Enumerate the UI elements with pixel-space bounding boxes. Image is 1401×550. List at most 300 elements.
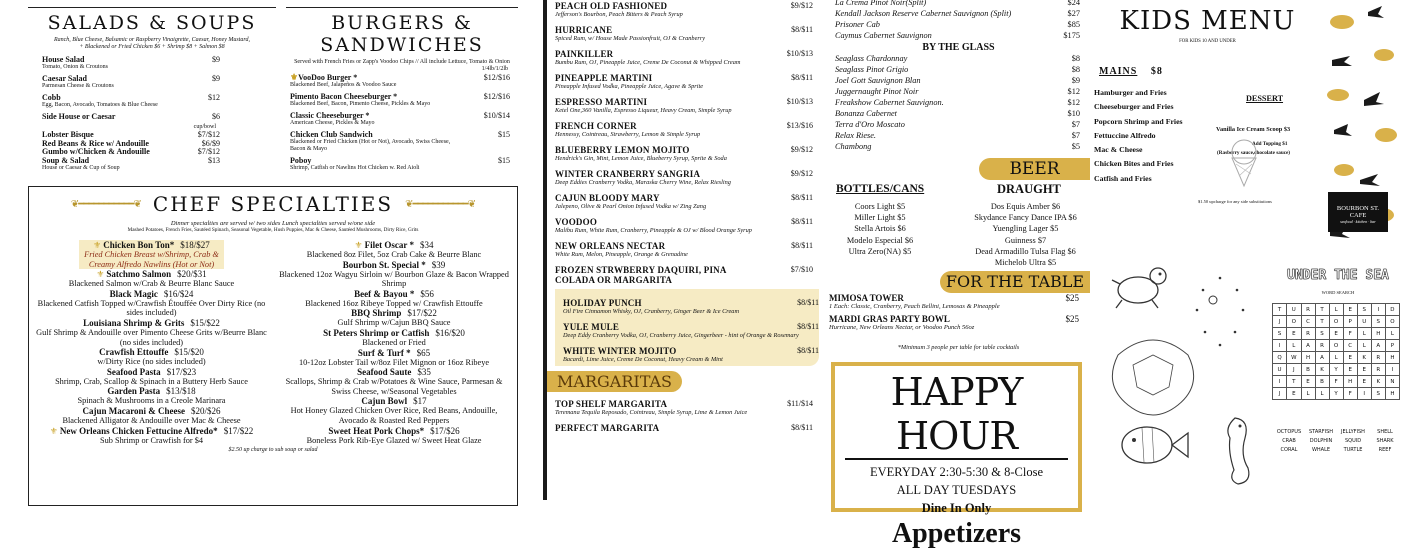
grid-cell: E xyxy=(1357,376,1371,388)
wine-item xyxy=(835,19,1080,30)
search-word: CORAL xyxy=(1280,447,1298,453)
chef-item-head xyxy=(274,240,514,250)
salad-desc: Tomato, Onion & Croutons xyxy=(42,64,108,70)
chef-item-head xyxy=(29,347,274,357)
chef-title: CHEF SPECIALTIES xyxy=(152,192,394,216)
drink-price: $11/$14 xyxy=(787,399,813,408)
salad-item xyxy=(42,55,260,71)
burger-name: Classic Cheeseburger * xyxy=(290,111,370,120)
grid-cell: L xyxy=(1329,352,1343,364)
chef-title-row xyxy=(29,192,517,216)
burger-name: Poboy xyxy=(290,156,312,165)
chef-item-head xyxy=(274,289,514,299)
drink-price: $7/$10 xyxy=(790,265,813,274)
burger-price: $15 xyxy=(498,130,510,139)
burger-item-text xyxy=(290,73,396,89)
chef-item-name: BBQ Shrimp xyxy=(351,308,402,319)
grid-cell: P xyxy=(1385,340,1399,352)
drink-name: PERFECT MARGARITA xyxy=(555,423,660,433)
food-menu-panel xyxy=(0,0,543,500)
wine-price: $7 xyxy=(1071,120,1080,129)
kids-panel xyxy=(1090,0,1400,500)
fleur-de-lis-icon: ⚜ xyxy=(49,425,58,436)
kids-menu-title: KIDS MENU xyxy=(1119,6,1296,36)
drink-row xyxy=(555,265,813,285)
drink-desc: Ketel One,360 Vanilla, Espresso Liqueur, Heavy Cream, Simple Syrup xyxy=(555,107,732,114)
drink-name: BLUEBERRY LEMON MOJITO xyxy=(555,145,690,155)
burger-price: $10/$14 xyxy=(483,111,510,120)
chef-item-name: Chicken Bon Ton* xyxy=(103,240,175,250)
chef-item-price: $20/$26 xyxy=(191,405,221,416)
grid-cell: L xyxy=(1301,388,1315,400)
grid-cell: Q xyxy=(1273,352,1287,364)
burger-price: $12/$16 xyxy=(483,73,510,82)
salad-name: Cobb xyxy=(42,93,61,102)
burger-item xyxy=(290,92,510,108)
table-item-name: MARDI GRAS PARTY BOWL xyxy=(829,314,950,324)
burgers-intro: Served with French Fries or Zapp's Voodoo Chips // All include Lettuce, Tomato & Onion xyxy=(294,59,510,65)
salad-name: Side House or Caesar xyxy=(42,112,116,121)
fleur-de-lis-icon: ⚜ xyxy=(93,240,102,250)
happy-hour-title: HAPPY HOUR xyxy=(890,370,1023,458)
chef-item-desc: Blackened 8oz Filet, 5oz Crab Cake & Beurre Blanc xyxy=(306,250,482,259)
grid-cell: F xyxy=(1343,328,1357,340)
wine-item xyxy=(835,97,1080,108)
wine-price: $175 xyxy=(1063,31,1080,40)
drink-desc: Pineapple Infused Vodka, Pineapple Juice, Agave & Sprite xyxy=(555,83,703,90)
beer-draught-item: Michelob Ultra $5 xyxy=(994,258,1057,268)
drink-item xyxy=(555,169,813,186)
table-row xyxy=(829,293,1079,303)
grid-cell: R xyxy=(1301,328,1315,340)
drink-desc: Bacardi, Lime Juice, Creme De Coconut, Heavy Cream & Mint xyxy=(563,356,723,363)
drink-name: WINTER CRANBERRY SANGRIA xyxy=(555,169,701,179)
chef-item-head xyxy=(79,240,224,250)
margaritas-tag: MARGARITAS xyxy=(547,371,682,392)
chef-item-desc: Blackened Salmon w/Crab & Beurre Blanc Sauce xyxy=(68,279,235,289)
wine-price: $27 xyxy=(1067,9,1080,18)
word-search-grid xyxy=(1272,303,1400,400)
grid-cell: W xyxy=(1287,352,1301,364)
grid-cell: E xyxy=(1343,364,1357,376)
drink-item xyxy=(563,298,819,315)
drink-row xyxy=(555,121,813,131)
chef-item-name: Cajun Macaroni & Cheese xyxy=(82,405,186,416)
left-flourish-icon: ❦━━━━━━━━━━━❦ xyxy=(70,198,141,210)
grid-cell: S xyxy=(1371,388,1385,400)
drink-item xyxy=(555,25,813,42)
drink-name: PEACH OLD FASHIONED xyxy=(555,1,668,11)
drink-price: $8/$11 xyxy=(797,346,819,355)
grid-cell: L xyxy=(1385,328,1399,340)
word-search-label: WORD SEARCH xyxy=(1321,290,1355,295)
wine-item xyxy=(835,130,1080,141)
grid-cell: I xyxy=(1385,364,1399,376)
salad-price: $9 xyxy=(212,55,220,64)
beer-draught-list xyxy=(963,201,1088,268)
chef-item-price: $35 xyxy=(417,367,431,378)
drink-price: $8/$11 xyxy=(797,322,819,331)
grid-cell: L xyxy=(1329,304,1343,316)
burger-name-row xyxy=(290,92,430,101)
grid-cell: J xyxy=(1273,388,1287,400)
chef-item-name: Filet Oscar * xyxy=(364,240,414,250)
grid-cell: O xyxy=(1329,340,1343,352)
chef-item-head xyxy=(29,318,274,328)
chef-item-desc: w/Dirty Rice (no sides included) xyxy=(97,357,206,367)
drink-item xyxy=(555,217,813,234)
grid-row xyxy=(1273,316,1400,328)
table-item-desc: Hurricane, New Orleans Nectar, or Voodoo Punch 56oz xyxy=(829,324,975,331)
drink-desc: Bumbu Rum, OJ, Pineapple Juice, Creme De Coconut & Whipped Cream xyxy=(555,59,741,66)
wine-item xyxy=(835,0,1080,8)
wine-item xyxy=(835,119,1080,130)
search-word: STARFISH xyxy=(1308,429,1334,435)
grid-cell: I xyxy=(1371,304,1385,316)
burgers-section xyxy=(286,0,518,180)
wine-price: $12 xyxy=(1067,87,1080,96)
drink-price: $13/$16 xyxy=(786,121,813,130)
fleur-de-lis-icon: ⚜ xyxy=(354,240,363,250)
beer-draught-item: Skydance Fancy Dance IPA $6 xyxy=(974,213,1077,223)
drink-row xyxy=(555,73,813,83)
chef-item-price: $17/$22 xyxy=(223,425,254,436)
chef-item-price: $18/$27 xyxy=(180,240,210,250)
chef-item-price: $15/$20 xyxy=(174,347,204,358)
salad-item-text xyxy=(42,93,158,109)
beer-bottle-item: Modelo Especial $6 xyxy=(846,235,914,245)
kids-main-item: Chicken Bites and Fries xyxy=(1094,159,1174,169)
chef-item-desc: Gulf Shrimp w/Cajun BBQ Sauce xyxy=(337,318,451,328)
chef-item-price: $17/$22 xyxy=(407,308,437,319)
wine-price: $5 xyxy=(1071,142,1080,151)
chef-item-price: $17 xyxy=(413,396,427,407)
grid-cell: H xyxy=(1385,352,1399,364)
happy-line-1: EVERYDAY 2:30-5:30 & 8-Close xyxy=(869,465,1044,479)
drink-row xyxy=(555,423,813,433)
chef-item-price: $34 xyxy=(419,240,434,250)
chef-item-name: Crawfish Ettouffe xyxy=(99,347,169,358)
chef-item-head xyxy=(29,406,274,416)
grid-cell: R xyxy=(1371,364,1385,376)
cocktail-list xyxy=(555,1,813,285)
chef-item-desc: Shrimp, Crab, Scallop & Spinach in a Buttery Herb Sauce xyxy=(55,376,248,386)
grid-cell: R xyxy=(1371,352,1385,364)
drink-item xyxy=(555,193,813,210)
dessert-item: Vanilla Ice Cream Scoop $3 xyxy=(1216,126,1291,133)
chef-item-price: $16/$20 xyxy=(435,327,465,338)
burger-price: $15 xyxy=(498,156,510,165)
burger-item-text xyxy=(290,156,420,172)
search-word: JELLYFISH xyxy=(1341,429,1365,435)
burger-name: Chicken Club Sandwich xyxy=(290,130,373,139)
drink-row xyxy=(563,346,819,356)
grid-cell: E xyxy=(1287,388,1301,400)
soup-name: Red Beans & Rice w/ Andouille xyxy=(42,138,149,148)
drink-item xyxy=(555,121,813,138)
salad-desc: Egg, Bacon, Avocado, Tomatoes & Blue Cheese xyxy=(42,102,158,108)
drink-price: $8/$11 xyxy=(791,25,813,34)
burger-item xyxy=(290,156,510,172)
search-word: DOLPHIN xyxy=(1309,438,1333,444)
salads-intro-2: + Blackened or Fried Chicken $6 + Shrimp $8 + Salmon $8 xyxy=(79,44,225,50)
chef-item xyxy=(274,426,514,446)
grid-cell: O xyxy=(1329,316,1343,328)
chef-item xyxy=(274,367,514,396)
salad-price: $12 xyxy=(208,93,220,102)
chef-item-price: $65 xyxy=(416,347,431,358)
chef-right-column xyxy=(274,240,514,445)
chef-item-head xyxy=(29,289,274,299)
drink-row xyxy=(555,169,813,179)
wine-item xyxy=(835,141,1080,152)
burger-name: VooDoo Burger * xyxy=(298,73,358,82)
drink-item xyxy=(563,346,819,363)
burger-item-text xyxy=(290,111,374,127)
burger-item-text xyxy=(290,92,430,108)
kids-mains-list xyxy=(1094,86,1183,186)
kids-main-item: Popcorn Shrimp and Fries xyxy=(1094,116,1183,126)
salad-name: Caesar Salad xyxy=(42,74,87,83)
drink-name: FROZEN STRWBERRY DAQUIRI, PINA COLADA OR MARGARITA xyxy=(555,265,727,285)
grid-cell: J xyxy=(1287,364,1301,376)
drink-name: PINEAPPLE MARTINI xyxy=(555,73,653,83)
chef-item-name: Garden Pasta xyxy=(107,386,161,397)
burger-desc: Blackened Beef, Jalapeños & Voodoo Sauce xyxy=(290,82,397,88)
search-word: SHARK xyxy=(1376,438,1394,444)
drink-price: $9/$12 xyxy=(790,145,813,154)
drink-desc: Deep Eddies Cranberry Vodka, Maraska Cherry Wine, Relax Riesling xyxy=(555,179,731,186)
seafood-pattern-strip xyxy=(1324,0,1400,248)
chef-item xyxy=(29,386,274,406)
burgers-title: BURGERS & SANDWICHES xyxy=(320,12,484,56)
drink-name: HOLIDAY PUNCH xyxy=(563,298,642,308)
chef-item-desc: Spinach & Mushrooms in a Creole Marinara xyxy=(77,396,226,406)
grid-cell: T xyxy=(1273,304,1287,316)
grid-cell: E xyxy=(1343,304,1357,316)
chef-item xyxy=(29,289,274,318)
search-word: REEF xyxy=(1378,447,1392,453)
turtle-icon xyxy=(1108,258,1168,310)
wine-item xyxy=(835,86,1080,97)
grid-cell: B xyxy=(1301,364,1315,376)
happy-line-4: Appetizers xyxy=(891,518,1022,549)
chef-item-name: Louisiana Shrimp & Grits xyxy=(83,317,185,328)
burger-desc: Blackened or Fried Chicken (Hot or Not), Avocado, Swiss Cheese, Bacon & Mayo xyxy=(290,139,451,152)
seahorse-icon xyxy=(1210,410,1260,490)
burger-name-row xyxy=(290,111,374,120)
search-word: CRAB xyxy=(1282,438,1296,444)
wine-price: $12 xyxy=(1067,98,1080,107)
soup-name: Soup & Salad xyxy=(42,155,90,165)
grid-cell: U xyxy=(1273,364,1287,376)
soup-price: $13 xyxy=(208,155,220,165)
drink-price: $8/$11 xyxy=(791,73,813,82)
chef-item-price: $20/$31 xyxy=(177,269,207,280)
chef-item xyxy=(29,406,274,426)
drink-name: VOODOO xyxy=(555,217,598,227)
beer-bottle-item: Coors Light $5 xyxy=(854,202,906,211)
chef-item-desc: Gulf Shrimp & Andouille over Pimento Cheese Grits w/Beurre Blanc (no sides included) xyxy=(36,327,267,347)
wine-price: $85 xyxy=(1067,20,1080,29)
under-the-sea-title: UNDER THE SEA xyxy=(1287,268,1389,283)
chef-item-price: $39 xyxy=(431,259,446,270)
drink-name: HURRICANE xyxy=(555,25,613,35)
wine-name: Kendall Jackson Reserve Cabernet Sauvignon (Split) xyxy=(835,9,1012,18)
drink-row xyxy=(555,145,813,155)
grid-cell: O xyxy=(1287,316,1301,328)
grid-cell: C xyxy=(1301,316,1315,328)
bottles-cans-title: BOTTLES/CANS xyxy=(836,183,925,195)
grid-cell: R xyxy=(1315,340,1329,352)
chef-item xyxy=(274,396,514,425)
chef-item-name: Cajun Bowl xyxy=(361,396,408,407)
drink-name: YULE MULE xyxy=(563,322,620,332)
chef-item-price: $16/$24 xyxy=(163,288,194,299)
grid-cell: U xyxy=(1357,316,1371,328)
chef-item-name: Surf & Turf * xyxy=(357,347,411,358)
dessert-label: DESSERT xyxy=(1246,94,1284,103)
chef-item xyxy=(274,240,514,260)
wine-name: Seaglass Chardonnay xyxy=(835,54,908,63)
wine-price: $8 xyxy=(1071,54,1080,63)
drink-row xyxy=(555,49,813,59)
drink-desc: Malibu Rum, White Rum, Cranberry, Pineapple & OJ w/ Blood Orange Syrup xyxy=(555,227,752,234)
salad-list xyxy=(28,55,276,121)
chef-item-desc: Fried Chicken Breast w/Shrimp, Crab & Creamy Alfredo Nawlins (Hot or Not) xyxy=(84,250,219,269)
chef-item-head xyxy=(274,308,514,318)
drink-name: NEW ORLEANS NECTAR xyxy=(555,241,666,251)
soup-name: Lobster Bisque xyxy=(42,130,94,139)
chef-item-price: $17/$23 xyxy=(166,366,197,377)
salads-intro-1: Ranch, Blue Cheese, Balsamic or Raspberry Vinaigrette, Caesar, Honey Mustard, xyxy=(53,37,251,43)
grid-cell: K xyxy=(1357,352,1371,364)
burger-desc: Blackened Beef, Bacon, Pimento Cheese, Pickles & Mayo xyxy=(290,101,431,107)
wine-item xyxy=(835,108,1080,119)
drink-price: $8/$11 xyxy=(791,193,813,202)
drink-item xyxy=(555,423,813,433)
grid-cell: S xyxy=(1357,304,1371,316)
grid-cell: E xyxy=(1343,352,1357,364)
beer-draught-item: Dos Equis Amber $6 xyxy=(990,202,1061,211)
cup-bowl-label: cup/bowl xyxy=(193,124,216,130)
salads-soups-section xyxy=(28,0,276,180)
chef-item-head xyxy=(274,348,514,358)
chef-item xyxy=(274,328,514,348)
wine-item xyxy=(835,53,1080,64)
burger-item xyxy=(290,111,510,127)
grid-cell: E xyxy=(1329,328,1343,340)
salad-price: $6 xyxy=(212,112,220,121)
drink-row xyxy=(555,217,813,227)
wine-name: La Crema Pinot Noir(Split) xyxy=(835,0,927,7)
beer-bottle-item: Ultra Zero(NA) $5 xyxy=(848,246,912,256)
chef-item-price: $17/$26 xyxy=(430,425,460,436)
table-row xyxy=(829,314,1079,324)
drink-price: $9/$12 xyxy=(790,169,813,178)
grid-cell: T xyxy=(1315,316,1329,328)
wine-name: Joel Gott Sauvignon Blan xyxy=(835,76,921,85)
chef-item-name: Black Magic xyxy=(109,288,158,299)
salad-item xyxy=(42,93,260,109)
table-item-price: $25 xyxy=(1065,293,1079,303)
chef-item-name: Satchmo Salmon xyxy=(106,269,172,280)
grid-cell: L xyxy=(1357,340,1371,352)
chef-item xyxy=(274,289,514,309)
chef-item-head xyxy=(274,426,514,436)
grid-cell: L xyxy=(1357,328,1371,340)
chef-item-name: Seafood Saute xyxy=(357,367,412,378)
chef-intro-2: Mashed Potatoes, French Fries, Sautéed Spinach, Seasonal Vegetable, Hush Puppies, Mac & Cheese, Sautéed Mushrooms, Dirty Rice, Grits xyxy=(127,227,419,233)
drink-price: $8/$11 xyxy=(791,423,813,432)
wine-price: $24 xyxy=(1067,0,1080,7)
soup-name: Gumbo w/Chicken & Andouille xyxy=(42,147,150,156)
wine-price: $10 xyxy=(1067,109,1080,118)
drink-row xyxy=(563,322,819,332)
grid-row xyxy=(1273,328,1400,340)
wine-name: Juggernaught Pinot Noir xyxy=(835,87,919,96)
grid-cell: H xyxy=(1371,328,1385,340)
beer-bottle-list xyxy=(827,201,933,257)
chef-item-desc: Hot Honey Glazed Chicken Over Rice, Red Beans, Andouille, Avocado & Roasted Red Peppers xyxy=(290,406,498,425)
burger-name-row xyxy=(290,73,396,82)
chef-item xyxy=(29,269,274,289)
drink-desc: Deep Eddy Cranberry Vodka, OJ, Cranberry Juice, Gingerbeer - hint of Orange & Rosemary xyxy=(563,332,799,339)
kids-main-item: Mac & Cheese xyxy=(1094,145,1143,155)
fleur-de-lis-icon: ⚜ xyxy=(290,72,299,82)
soup-salad-desc: House or Caesar & Cup of Soup xyxy=(42,165,120,171)
grid-cell: P xyxy=(1343,316,1357,328)
chef-specialties-box xyxy=(28,186,518,506)
wine-name: Relax Riese. xyxy=(835,131,877,140)
table-note: *Minimum 3 people per table for table cocktails xyxy=(897,344,1020,351)
wine-name: Freakshow Cabernet Sauvignon. xyxy=(835,98,944,107)
chef-item xyxy=(29,318,274,347)
grid-cell: E xyxy=(1287,328,1301,340)
margarita-list xyxy=(555,399,813,433)
drink-price: $8/$11 xyxy=(791,217,813,226)
drink-item xyxy=(555,241,813,258)
cafe-logo xyxy=(1328,192,1388,232)
chef-item-desc: Blackened Alligator & Andouille over Mac & Cheese xyxy=(62,415,241,425)
drink-row xyxy=(555,97,813,107)
salad-item xyxy=(42,112,260,121)
wine-name: Seaglass Pinot Grigio xyxy=(835,65,909,74)
happy-hour-box xyxy=(831,362,1082,549)
wine-bottle-list xyxy=(827,0,1090,41)
wine-item xyxy=(835,75,1080,86)
chef-item-head xyxy=(274,260,514,270)
drink-item xyxy=(555,73,813,90)
chef-item-name: St Peters Shrimp or Catfish xyxy=(323,327,430,338)
salads-title: SALADS & SOUPS xyxy=(47,12,257,34)
grid-cell: F xyxy=(1329,376,1343,388)
dessert-topping-2: (Rasberry sauce,chocolate sauce) xyxy=(1217,150,1291,156)
soup-list xyxy=(28,131,276,165)
grid-cell: F xyxy=(1343,388,1357,400)
drink-desc: Hennessy, Cointreau, Strawberry, Lemon & Simple Syrup xyxy=(555,131,701,138)
search-word: OCTOPUS xyxy=(1276,429,1302,435)
wine-item xyxy=(835,30,1080,41)
for-the-table-tag: FOR THE TABLE xyxy=(940,271,1090,293)
burger-item xyxy=(290,130,510,153)
table-list xyxy=(829,293,1079,331)
chef-item xyxy=(29,426,274,446)
grid-cell: D xyxy=(1385,304,1399,316)
chef-item-name: New Orleans Chicken Fettucine Alfredo* xyxy=(59,425,218,436)
chef-item-name: Seafood Pasta xyxy=(106,366,161,377)
chef-item xyxy=(274,348,514,368)
